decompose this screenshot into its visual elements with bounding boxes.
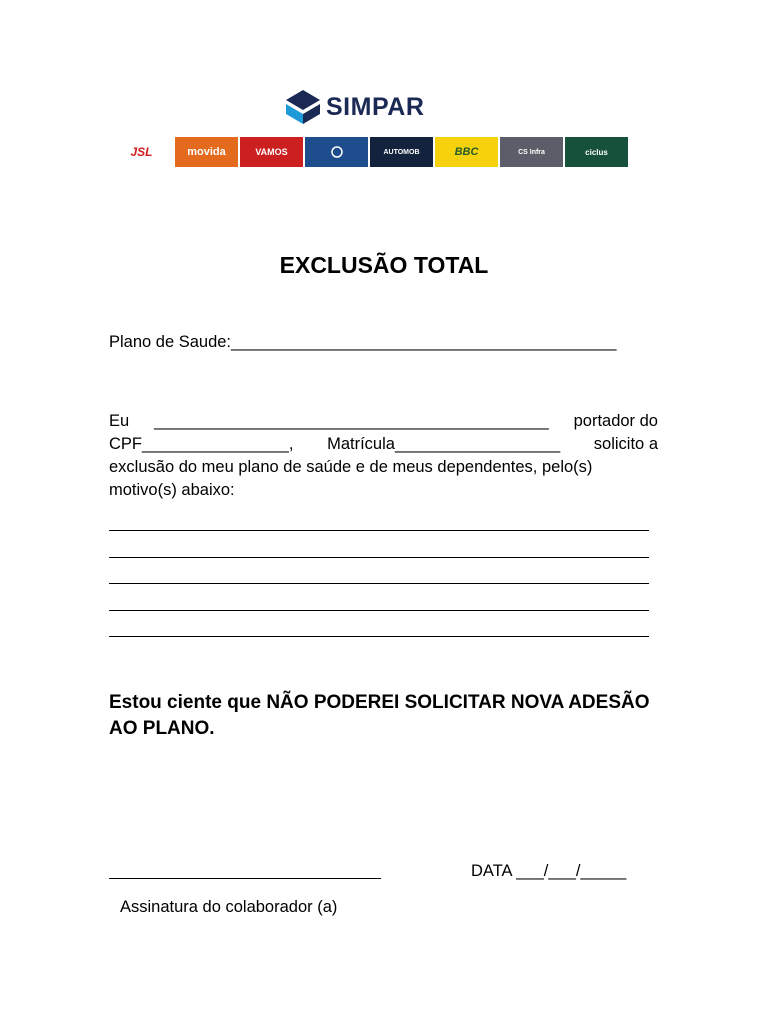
awareness-notice <box>109 690 669 742</box>
request-label: solicito a <box>593 435 658 453</box>
brand-vamos: VAMOS <box>240 137 303 167</box>
reason-line-4 <box>109 610 649 611</box>
brand-strip <box>110 137 628 167</box>
paragraph-text-3: exclusão do meu plano de saúde e de meus dependentes, pelo(s) <box>109 458 593 476</box>
date-field: DATA ___/___/_____ <box>471 862 627 880</box>
paragraph-row-2 <box>109 433 658 456</box>
brand-blue-emblem-icon <box>330 145 344 159</box>
name-blank: ___________________________________________ <box>154 412 549 430</box>
simpar-logo <box>286 90 424 124</box>
plan-field-line: Plano de Saude:__________________________________________ <box>109 333 617 351</box>
eu-label: Eu <box>109 412 130 430</box>
signature-caption: Assinatura do colaborador (a) <box>120 898 338 916</box>
notice-emphasis: NÃO PODEREI SOLICITAR NOVA ADESÃO AO PLANO. <box>109 692 650 739</box>
cpf-field: CPF________________, <box>109 435 294 453</box>
brand-jsl: JSL <box>110 137 173 167</box>
reason-line-2 <box>109 557 649 558</box>
brand-automob: AUTOMOB <box>370 137 433 167</box>
paragraph-row-3 <box>109 456 658 479</box>
brand-movida: movida <box>175 137 238 167</box>
brand-ciclus: ciclus <box>565 137 628 167</box>
simpar-logo-text: SIMPAR <box>326 93 425 121</box>
request-paragraph <box>109 410 658 502</box>
notice-prefix: Estou ciente que <box>109 692 267 713</box>
brand-blue-logo <box>305 137 368 167</box>
paragraph-row-1 <box>109 410 658 433</box>
holder-label: portador do <box>573 412 658 430</box>
simpar-logo-icon <box>286 90 320 124</box>
reason-line-1 <box>109 530 649 531</box>
reason-line-5 <box>109 636 649 637</box>
brand-cs-infra: CS Infra <box>500 137 563 167</box>
signature-line <box>109 878 381 879</box>
matricula-field: Matrícula__________________ <box>327 435 561 453</box>
reason-line-3 <box>109 583 649 584</box>
brand-bbc: BBC <box>435 137 498 167</box>
paragraph-row-4: motivo(s) abaixo: <box>109 481 235 499</box>
document-title: EXCLUSÃO TOTAL <box>279 252 489 278</box>
